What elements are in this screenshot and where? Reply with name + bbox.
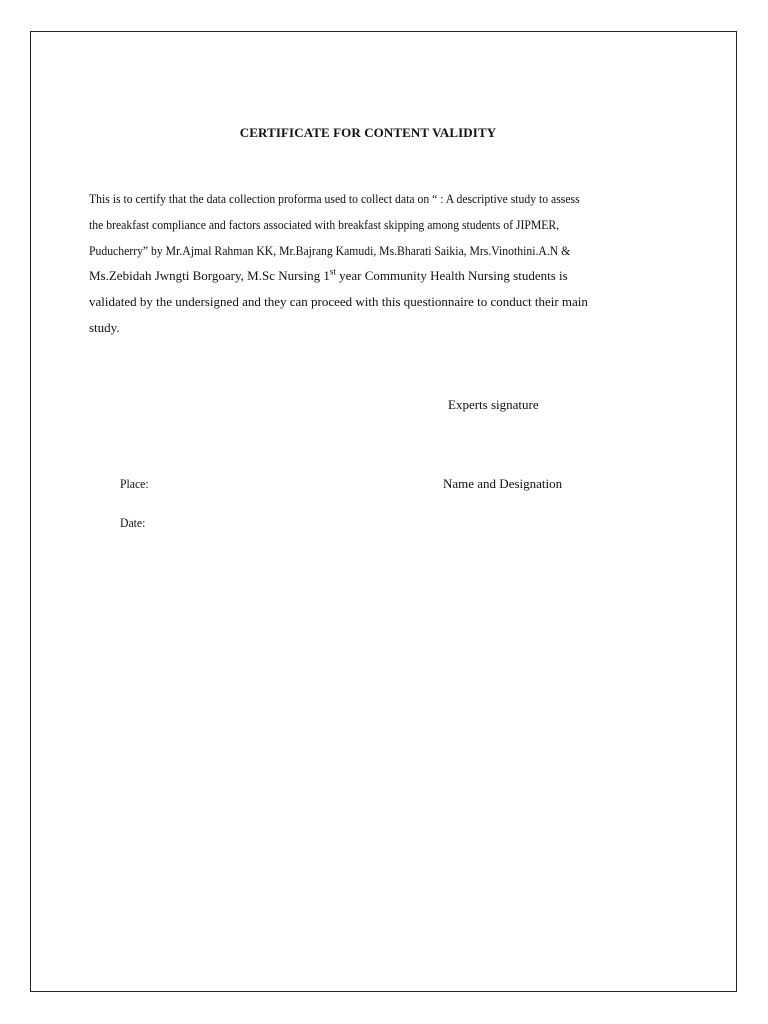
- body-line-2: [89, 212, 679, 238]
- date-label: [120, 515, 148, 531]
- body-line-4-after: year Community Health Nursing students is: [335, 268, 568, 284]
- body-line-3-text: Puducherry” by Mr.Ajmal Rahman KK, Mr.Bajrang Kamudi, Ms.Bharati Saikia, Mrs.Vinothini.A.N &: [89, 242, 571, 258]
- body-line-3: [89, 238, 679, 264]
- body-line-4: [89, 263, 679, 289]
- body-line-6: [89, 315, 679, 341]
- document-title: CERTIFICATE FOR CONTENT VALIDITY: [239, 125, 497, 140]
- body-line-1: [89, 186, 679, 212]
- body-line-2-text: the breakfast compliance and factors associated with breakfast skipping among students of JIPMER,: [89, 216, 560, 232]
- ordinal-suffix: st: [329, 267, 336, 278]
- body-line-4-before: Ms.Zebidah Jwngti Borgoary, M.Sc Nursing 1: [89, 268, 330, 284]
- body-line-5-text: validated by the undersigned and they can proceed with this questionnaire to conduct their main: [89, 294, 588, 310]
- body-line-5: [89, 289, 679, 315]
- certificate-body: [89, 186, 679, 341]
- page-border: [30, 31, 737, 992]
- place-label-text: Place:: [120, 476, 149, 491]
- date-label-text: Date:: [120, 515, 146, 530]
- experts-signature-label: Experts signature: [448, 397, 539, 412]
- name-designation-label: Name and Designation: [443, 476, 563, 491]
- body-line-1-text: This is to certify that the data collection proforma used to collect data on “ : A descriptive study to assess: [89, 191, 580, 206]
- place-label: [120, 476, 152, 492]
- body-line-6-text: study.: [89, 319, 120, 335]
